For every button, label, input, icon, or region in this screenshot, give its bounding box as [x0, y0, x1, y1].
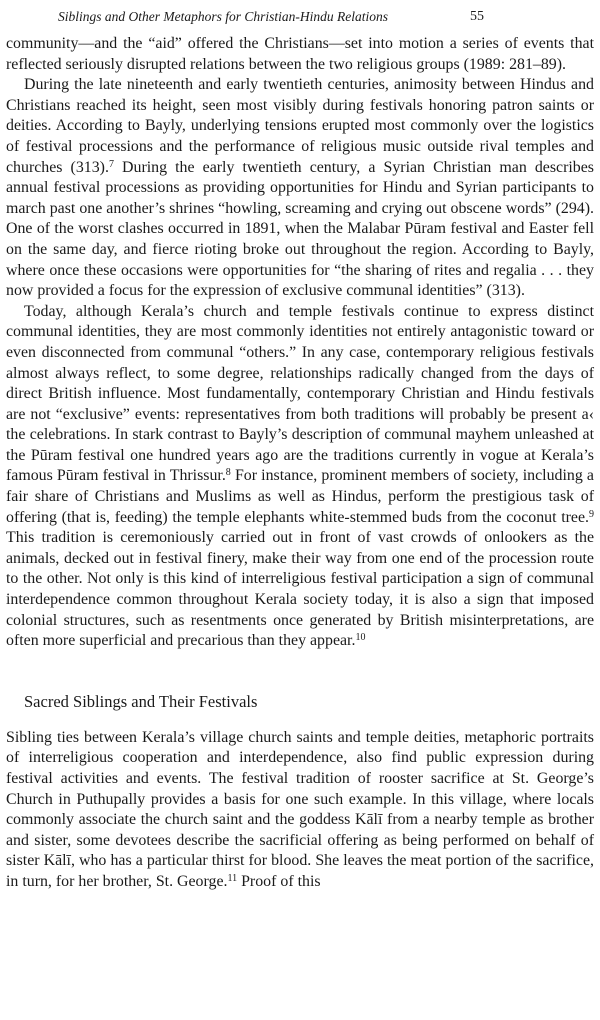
paragraph-text: Today, although Kerala’s church and temple festivals continue to express distinct communal identities, they are most commonly identities not entirely antagonistic toward or even disconnected from communal “others.” In any case, contemporary religious festivals almost always reflect, to some degree, relationships radically changed from the days of direct British influence. Most fundamentally, contemporary Christian and Hindu festivals are not “exclusive” events: representatives from both traditions will probably be present a‹ the celebrations. In stark contrast to Bayly’s description of communal mayhem unleashed at the Pūram festival one hundred years ago are the traditions currently in vogue at Kerala’s famous Pūram festival in Thrissur. — [6, 302, 594, 485]
paragraph-text: During the late nineteenth and early twentieth centuries, animosity between Hindus and Christians reached its height, seen most visibly during festivals honoring patron saints or deities. According to Bayly, underlying tensions erupted most commonly over the logistics of festival processions and the performance of religious music outside rival temples and churches (313). — [6, 76, 594, 176]
paragraph-text: During the early twentieth century, a Syrian Christian man describes annual festival processions as providing opportunities for Hindu and Syrian participants to march past one another’s shrines “howling, screaming and crying out obscene words” (294). One of the worst clashes occurred in 1891, when the Malabar Pūram festival and Easter fell on the same day, and fierce rioting broke out throughout the region. According to Bayly, where once these occasions were opportunities for “the sharing of rites and regalia . . . they now provided a focus for the expression of exclusive communal identities” (313). — [6, 158, 594, 300]
running-title: Siblings and Other Metaphors for Christian-Hindu Relations — [58, 9, 389, 24]
section-paragraphs — [6, 728, 594, 893]
paragraph-text: This tradition is ceremoniously carried out in front of vast crowds of onlookers as the animals, decked out in festival finery, make their way from one end of the procession route to the other. Not only is this kind of interreligious festival participation a sign of communal interdependence common throughout Kerala society today, it is also a sign that imposed colonial structures, such as resentments once generated by British misinterpretations, are often more superficial and precarious than they appear. — [6, 529, 594, 650]
paragraph-text: For instance, prominent members of society, including a fair share of Christians and Muslims as well as Hindus, perform the prestigious task of offering (that is, feeding) the temple elephants white-stemmed buds from the coconut tree. — [6, 467, 594, 526]
paragraph-text: Proof of this — [237, 872, 321, 890]
section-heading: Sacred Siblings and Their Festivals — [24, 691, 258, 711]
body-text — [6, 34, 594, 893]
paragraph — [6, 75, 594, 302]
page-number: 55 — [470, 9, 484, 24]
paragraphs — [6, 34, 594, 652]
footnote-marker: 11 — [227, 872, 238, 884]
paragraph — [6, 728, 594, 893]
footnote-marker: 10 — [355, 632, 366, 644]
footnote-marker: 7 — [108, 158, 114, 170]
footnote-marker: 9 — [589, 508, 594, 520]
paragraph-text: Sibling ties between Kerala’s village church saints and temple deities, metaphoric portraits of interreligious cooperation and interdependence, also find public expression during festival activities and events. The festival tradition of rooster sacrifice at St. George’s Church in Puthupally provides a basis for one such example. In this village, where locals commonly associate the church saint and the goddess Kālī from a nearby temple as brother and sister, some devotees describe the sacrificial offering as being performed on behalf of sister Kālī, who has a particular thirst for blood. She leaves the meat portion of the sacrifice, in turn, for her brother, St. George. — [6, 728, 594, 890]
paragraph — [6, 302, 594, 652]
running-head — [6, 4, 594, 30]
paragraph — [6, 34, 594, 75]
footnote-marker: 8 — [225, 467, 231, 479]
paragraph-text: community—and the “aid” offered the Christians—set into motion a series of events that reflected seriously disrupted relations between the two religious groups (1989: 281–89). — [6, 35, 594, 73]
